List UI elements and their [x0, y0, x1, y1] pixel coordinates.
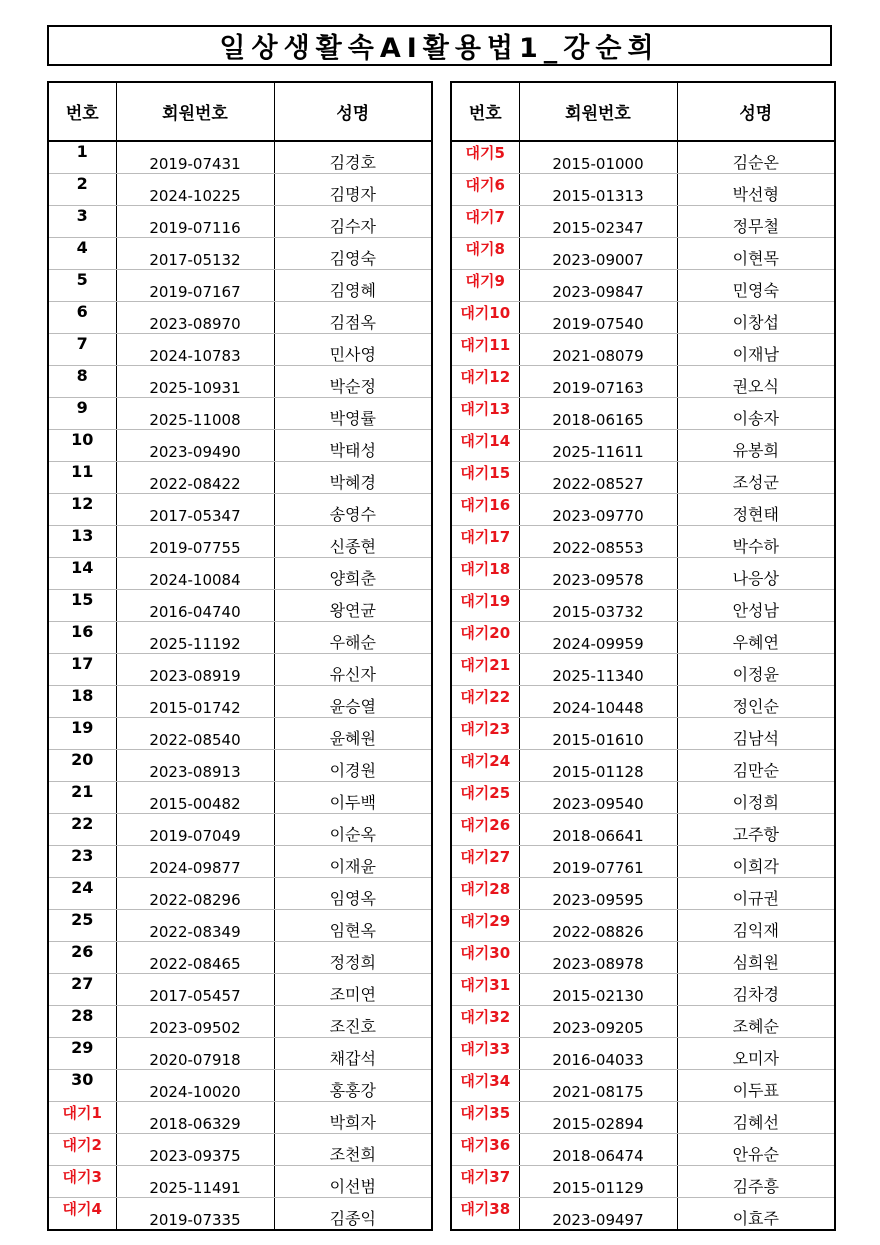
member-id: 2023-09540: [519, 782, 677, 814]
member-id: 2018-06474: [519, 1134, 677, 1166]
row-number: 26: [48, 942, 116, 974]
member-name: 김순온: [677, 141, 835, 174]
member-id: 2018-06329: [116, 1102, 274, 1134]
member-id: 2024-10084: [116, 558, 274, 590]
member-name: 고주항: [677, 814, 835, 846]
member-id: 2017-05347: [116, 494, 274, 526]
header-number: 번호: [451, 82, 519, 141]
row-number: 대기15: [451, 462, 519, 494]
member-name: 우혜연: [677, 622, 835, 654]
member-name: 정현태: [677, 494, 835, 526]
member-id: 2023-09375: [116, 1134, 274, 1166]
member-id: 2023-09595: [519, 878, 677, 910]
header-row: [451, 82, 835, 141]
member-id: 2019-07540: [519, 302, 677, 334]
member-id: 2025-10931: [116, 366, 274, 398]
member-id: 2015-02894: [519, 1102, 677, 1134]
row-number: 대기13: [451, 398, 519, 430]
row-number: 2: [48, 174, 116, 206]
header-member-id: 회원번호: [519, 82, 677, 141]
member-name: 조천희: [274, 1134, 432, 1166]
member-id: 2023-09497: [519, 1198, 677, 1231]
member-id: 2023-09205: [519, 1006, 677, 1038]
row-number: 대기24: [451, 750, 519, 782]
member-id: 2020-07918: [116, 1038, 274, 1070]
member-id: 2015-02347: [519, 206, 677, 238]
table-row: [451, 814, 835, 846]
member-id: 2015-01610: [519, 718, 677, 750]
header-number: 번호: [48, 82, 116, 141]
row-number: 대기16: [451, 494, 519, 526]
row-number: 대기28: [451, 878, 519, 910]
member-name: 이규권: [677, 878, 835, 910]
row-number: 대기25: [451, 782, 519, 814]
table-row: [48, 430, 432, 462]
member-id: 2023-09490: [116, 430, 274, 462]
member-id: 2023-09502: [116, 1006, 274, 1038]
table-row: [48, 526, 432, 558]
row-number: 대기10: [451, 302, 519, 334]
row-number: 22: [48, 814, 116, 846]
roster-table-right: [450, 81, 836, 1231]
row-number: 24: [48, 878, 116, 910]
member-name: 이창섭: [677, 302, 835, 334]
table-row: [451, 1006, 835, 1038]
member-name: 이희각: [677, 846, 835, 878]
row-number: 13: [48, 526, 116, 558]
table-row: [451, 750, 835, 782]
table-row: [451, 398, 835, 430]
row-number: 30: [48, 1070, 116, 1102]
member-id: 2023-08913: [116, 750, 274, 782]
member-id: 2022-08540: [116, 718, 274, 750]
roster-table-left: [47, 81, 433, 1231]
member-name: 송영수: [274, 494, 432, 526]
member-id: 2024-09877: [116, 846, 274, 878]
table-row: [48, 718, 432, 750]
header-row: [48, 82, 432, 141]
member-id: 2025-11491: [116, 1166, 274, 1198]
row-number: 대기11: [451, 334, 519, 366]
member-id: 2023-09770: [519, 494, 677, 526]
row-number: 25: [48, 910, 116, 942]
row-number: 대기36: [451, 1134, 519, 1166]
table-row: [48, 1102, 432, 1134]
member-id: 2019-07116: [116, 206, 274, 238]
table-row: [48, 654, 432, 686]
row-number: 대기31: [451, 974, 519, 1006]
member-name: 왕연균: [274, 590, 432, 622]
member-name: 홍홍강: [274, 1070, 432, 1102]
row-number: 대기6: [451, 174, 519, 206]
table-row: [451, 334, 835, 366]
table-row: [451, 1134, 835, 1166]
member-name: 이순옥: [274, 814, 432, 846]
member-name: 김점옥: [274, 302, 432, 334]
member-id: 2016-04033: [519, 1038, 677, 1070]
member-id: 2015-01313: [519, 174, 677, 206]
row-number: 17: [48, 654, 116, 686]
member-name: 이현목: [677, 238, 835, 270]
member-name: 신종현: [274, 526, 432, 558]
row-number: 7: [48, 334, 116, 366]
row-number: 대기3: [48, 1166, 116, 1198]
table-row: [451, 974, 835, 1006]
member-name: 이경원: [274, 750, 432, 782]
row-number: 대기5: [451, 141, 519, 174]
table-row: [48, 398, 432, 430]
table-row: [451, 494, 835, 526]
row-number: 4: [48, 238, 116, 270]
member-id: 2022-08527: [519, 462, 677, 494]
member-name: 나응상: [677, 558, 835, 590]
member-name: 조미연: [274, 974, 432, 1006]
member-id: 2019-07335: [116, 1198, 274, 1231]
member-id: 2018-06165: [519, 398, 677, 430]
member-name: 심희원: [677, 942, 835, 974]
member-id: 2022-08826: [519, 910, 677, 942]
member-id: 2016-04740: [116, 590, 274, 622]
member-name: 이선범: [274, 1166, 432, 1198]
row-number: 5: [48, 270, 116, 302]
member-id: 2022-08296: [116, 878, 274, 910]
table-row: [48, 558, 432, 590]
table-row: [48, 1166, 432, 1198]
member-id: 2015-03732: [519, 590, 677, 622]
row-number: 대기2: [48, 1134, 116, 1166]
row-number: 16: [48, 622, 116, 654]
member-name: 이효주: [677, 1198, 835, 1231]
member-id: 2024-09959: [519, 622, 677, 654]
member-name: 정무철: [677, 206, 835, 238]
member-name: 김주흥: [677, 1166, 835, 1198]
table-row: [48, 302, 432, 334]
member-id: 2015-01128: [519, 750, 677, 782]
table-row: [451, 430, 835, 462]
row-number: 12: [48, 494, 116, 526]
member-name: 안유순: [677, 1134, 835, 1166]
title-box: [47, 25, 832, 66]
table-row: [451, 718, 835, 750]
member-name: 이두표: [677, 1070, 835, 1102]
table-row: [451, 782, 835, 814]
row-number: 대기14: [451, 430, 519, 462]
member-id: 2019-07049: [116, 814, 274, 846]
member-id: 2019-07755: [116, 526, 274, 558]
row-number: 3: [48, 206, 116, 238]
table-row: [48, 686, 432, 718]
member-name: 조혜순: [677, 1006, 835, 1038]
table-row: [48, 462, 432, 494]
member-id: 2015-01000: [519, 141, 677, 174]
member-id: 2015-01129: [519, 1166, 677, 1198]
member-id: 2021-08175: [519, 1070, 677, 1102]
member-name: 우해순: [274, 622, 432, 654]
table-row: [451, 910, 835, 942]
member-id: 2022-08422: [116, 462, 274, 494]
table-row: [48, 942, 432, 974]
row-number: 11: [48, 462, 116, 494]
table-row: [48, 174, 432, 206]
row-number: 대기4: [48, 1198, 116, 1231]
row-number: 15: [48, 590, 116, 622]
member-name: 임영옥: [274, 878, 432, 910]
row-number: 대기26: [451, 814, 519, 846]
table-row: [451, 238, 835, 270]
row-number: 대기23: [451, 718, 519, 750]
member-id: 2025-11340: [519, 654, 677, 686]
table-row: [48, 814, 432, 846]
table-row: [451, 1198, 835, 1231]
member-name: 조진호: [274, 1006, 432, 1038]
member-name: 이재윤: [274, 846, 432, 878]
member-name: 김영혜: [274, 270, 432, 302]
header-name: 성명: [677, 82, 835, 141]
member-id: 2025-11192: [116, 622, 274, 654]
member-id: 2025-11611: [519, 430, 677, 462]
row-number: 19: [48, 718, 116, 750]
member-id: 2024-10020: [116, 1070, 274, 1102]
member-name: 채갑석: [274, 1038, 432, 1070]
row-number: 18: [48, 686, 116, 718]
row-number: 대기33: [451, 1038, 519, 1070]
page-title: 일상생활속AI활용법1_강순희: [219, 33, 660, 64]
row-number: 대기17: [451, 526, 519, 558]
table-row: [48, 910, 432, 942]
table-row: [48, 1070, 432, 1102]
member-name: 이정윤: [677, 654, 835, 686]
member-id: 2019-07167: [116, 270, 274, 302]
member-name: 김수자: [274, 206, 432, 238]
member-name: 양희춘: [274, 558, 432, 590]
table-row: [451, 526, 835, 558]
row-number: 대기9: [451, 270, 519, 302]
table-row: [48, 238, 432, 270]
member-id: 2022-08465: [116, 942, 274, 974]
table-row: [451, 1102, 835, 1134]
row-number: 대기22: [451, 686, 519, 718]
table-row: [451, 878, 835, 910]
member-name: 이재남: [677, 334, 835, 366]
member-id: 2023-09007: [519, 238, 677, 270]
member-name: 김영숙: [274, 238, 432, 270]
row-number: 대기34: [451, 1070, 519, 1102]
member-name: 김종익: [274, 1198, 432, 1231]
member-id: 2015-00482: [116, 782, 274, 814]
row-number: 1: [48, 141, 116, 174]
table-row: [48, 1006, 432, 1038]
table-row: [451, 558, 835, 590]
member-name: 박영률: [274, 398, 432, 430]
row-number: 27: [48, 974, 116, 1006]
table-row: [451, 622, 835, 654]
member-name: 임현옥: [274, 910, 432, 942]
member-id: 2024-10225: [116, 174, 274, 206]
member-id: 2022-08553: [519, 526, 677, 558]
row-number: 대기32: [451, 1006, 519, 1038]
member-name: 정정희: [274, 942, 432, 974]
member-name: 권오식: [677, 366, 835, 398]
row-number: 대기1: [48, 1102, 116, 1134]
row-number: 20: [48, 750, 116, 782]
member-name: 윤승열: [274, 686, 432, 718]
table-row: [451, 846, 835, 878]
member-name: 김차경: [677, 974, 835, 1006]
member-name: 박혜경: [274, 462, 432, 494]
header-name: 성명: [274, 82, 432, 141]
table-row: [48, 206, 432, 238]
row-number: 6: [48, 302, 116, 334]
table-row: [451, 206, 835, 238]
member-id: 2019-07163: [519, 366, 677, 398]
table-row: [48, 782, 432, 814]
member-id: 2021-08079: [519, 334, 677, 366]
table-row: [451, 1038, 835, 1070]
member-id: 2018-06641: [519, 814, 677, 846]
table-row: [451, 462, 835, 494]
table-row: [451, 654, 835, 686]
member-name: 김혜선: [677, 1102, 835, 1134]
table-row: [451, 1070, 835, 1102]
member-id: 2015-02130: [519, 974, 677, 1006]
row-number: 23: [48, 846, 116, 878]
member-name: 김익재: [677, 910, 835, 942]
table-row: [48, 974, 432, 1006]
row-number: 대기37: [451, 1166, 519, 1198]
member-id: 2025-11008: [116, 398, 274, 430]
member-name: 윤혜원: [274, 718, 432, 750]
table-row: [48, 878, 432, 910]
row-number: 대기27: [451, 846, 519, 878]
member-id: 2015-01742: [116, 686, 274, 718]
member-name: 정인순: [677, 686, 835, 718]
table-row: [451, 942, 835, 974]
table-row: [48, 270, 432, 302]
member-name: 박수하: [677, 526, 835, 558]
row-number: 대기38: [451, 1198, 519, 1231]
member-id: 2019-07431: [116, 141, 274, 174]
member-name: 조성군: [677, 462, 835, 494]
member-name: 유봉희: [677, 430, 835, 462]
row-number: 대기21: [451, 654, 519, 686]
member-name: 이두백: [274, 782, 432, 814]
row-number: 대기7: [451, 206, 519, 238]
member-id: 2017-05132: [116, 238, 274, 270]
row-number: 14: [48, 558, 116, 590]
table-row: [48, 1198, 432, 1231]
member-name: 안성남: [677, 590, 835, 622]
member-name: 유신자: [274, 654, 432, 686]
row-number: 28: [48, 1006, 116, 1038]
table-row: [451, 141, 835, 174]
member-id: 2024-10783: [116, 334, 274, 366]
member-name: 박태성: [274, 430, 432, 462]
member-name: 민영숙: [677, 270, 835, 302]
row-number: 대기29: [451, 910, 519, 942]
table-row: [48, 1134, 432, 1166]
member-id: 2017-05457: [116, 974, 274, 1006]
member-id: 2023-08970: [116, 302, 274, 334]
row-number: 대기8: [451, 238, 519, 270]
row-number: 대기30: [451, 942, 519, 974]
member-name: 박희자: [274, 1102, 432, 1134]
row-number: 29: [48, 1038, 116, 1070]
member-name: 김명자: [274, 174, 432, 206]
header-member-id: 회원번호: [116, 82, 274, 141]
row-number: 대기35: [451, 1102, 519, 1134]
member-name: 오미자: [677, 1038, 835, 1070]
table-row: [48, 141, 432, 174]
row-number: 대기19: [451, 590, 519, 622]
table-row: [451, 590, 835, 622]
member-id: 2023-08978: [519, 942, 677, 974]
table-row: [451, 1166, 835, 1198]
row-number: 8: [48, 366, 116, 398]
table-row: [48, 750, 432, 782]
table-row: [451, 270, 835, 302]
member-name: 박순정: [274, 366, 432, 398]
table-row: [451, 302, 835, 334]
table-row: [48, 846, 432, 878]
member-name: 이송자: [677, 398, 835, 430]
member-name: 박선형: [677, 174, 835, 206]
member-name: 이정희: [677, 782, 835, 814]
member-id: 2022-08349: [116, 910, 274, 942]
member-id: 2023-08919: [116, 654, 274, 686]
member-id: 2019-07761: [519, 846, 677, 878]
row-number: 대기12: [451, 366, 519, 398]
table-row: [48, 494, 432, 526]
row-number: 대기20: [451, 622, 519, 654]
table-row: [48, 334, 432, 366]
row-number: 9: [48, 398, 116, 430]
row-number: 21: [48, 782, 116, 814]
member-id: 2023-09847: [519, 270, 677, 302]
table-row: [451, 366, 835, 398]
member-name: 김만순: [677, 750, 835, 782]
row-number: 대기18: [451, 558, 519, 590]
member-name: 민사영: [274, 334, 432, 366]
table-row: [451, 174, 835, 206]
table-row: [451, 686, 835, 718]
member-id: 2023-09578: [519, 558, 677, 590]
member-name: 김남석: [677, 718, 835, 750]
member-id: 2024-10448: [519, 686, 677, 718]
member-name: 김경호: [274, 141, 432, 174]
table-row: [48, 366, 432, 398]
table-row: [48, 590, 432, 622]
table-row: [48, 622, 432, 654]
table-row: [48, 1038, 432, 1070]
row-number: 10: [48, 430, 116, 462]
